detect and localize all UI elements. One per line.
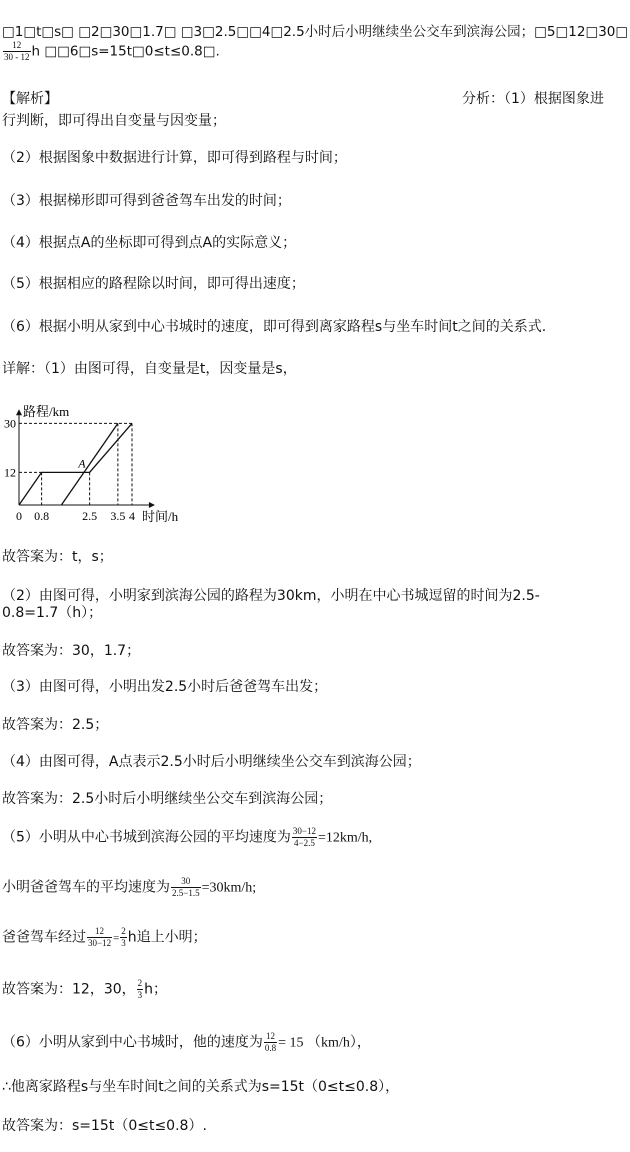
detail-1: 详解：（1）由图可得，自变量是t，因变量是s， [2,361,297,377]
detail-5b: 小明爸爸驾车的平均速度为 $\frac{30}{2.5-1.5}$ =30km/h; [2,876,257,898]
analysis-item-6: （6）根据小明从家到中心书城时的速度，即可得到离家路程s与坐车时间t之间的关系式. [2,319,547,335]
fraction: $\frac{30}{2.5-1.5}$ [172,876,200,898]
answer-line-1: □1□t□s□ □2□30□1.7□ □3□2.5□□4□2.5小时后小明继续坐公交车到滨海公园；□5□12□30□ [2,24,629,40]
y-axis-arrow [16,409,22,415]
jiexi-heading: 【解析】 [2,91,58,107]
y-tick-label: 12 [4,465,16,480]
analysis-item-4: （4）根据点A的坐标即可得到点A的实际意义； [2,235,297,251]
answer-6: 故答案为：s=15t（0≤t≤0.8）. [2,1118,207,1134]
detail-5c: 爸爸驾车经过 $\frac{12}{30-12}$ = $\frac{2}{3}$ h追上小明； [2,926,207,948]
answer-2: 故答案为：30，1.7； [2,643,141,659]
x-tick-label: 3.5 [110,509,126,523]
detail-2b: 0.8=1.7（h）； [2,605,103,621]
detail-4: （4）由图可得，A点表示2.5小时后小明继续坐公交车到滨海公园； [2,754,421,770]
series-line-1 [19,423,132,505]
answer-line-2: $\frac{12}{30 - 12}$ h □□6□s=15t□0≤t≤0.8□. [4,40,220,62]
analysis-item-1: 分析：（1）根据图象进 [462,91,604,107]
answer-4: 故答案为：2.5小时后小明继续坐公交车到滨海公园； [2,791,333,807]
answer-fraction: $\frac{12}{30 - 12}$ [4,40,30,62]
distance-time-chart [0,393,200,528]
answer-1: 故答案为：t，s； [2,549,113,565]
detail-6b: ∴他离家路程s与坐车时间t之间的关系式为s=15t（0≤t≤0.8）， [2,1079,400,1095]
analysis-item-2: （2）根据图象中数据进行计算，即可得到路程与时间； [2,150,347,166]
detail-6a: （6）小明从家到中心书城时，他的速度为 $\frac{12}{0.8}$ = 15 （km/h）， [2,1031,371,1053]
detail-3: （3）由图可得，小明出发2.5小时后爸爸驾车出发； [2,679,328,695]
fraction: $\frac{2}{3}$ [137,978,143,1000]
fraction: $\frac{2}{3}$ [121,926,126,948]
detail-5a: （5）小明从中心书城到滨海公园的平均速度为 $\frac{30-12}{4-2.5}$ =12km/h, [2,826,373,848]
answer-5: 故答案为：12，30， $\frac{2}{3}$ h； [2,978,168,1000]
fraction: $\frac{12}{0.8}$ [264,1031,277,1053]
x-tick-label: 0.8 [34,509,50,523]
y-axis-label: 路程/km [23,404,70,420]
fraction: $\frac{30-12}{4-2.5}$ [292,826,316,848]
fraction: $\frac{12}{30-12}$ [88,926,112,948]
x-tick-label: 4 [129,509,135,523]
x-tick-label: 0 [16,509,22,523]
x-axis-arrow [149,502,155,508]
x-tick-label: 2.5 [82,509,98,523]
y-tick-label: 30 [4,416,16,431]
analysis-item-1-cont: 行判断，即可得出自变量与因变量； [2,113,226,129]
x-axis-label: 时间/h [142,509,179,524]
analysis-item-5: （5）根据相应的路程除以时间，即可得出速度； [2,276,305,292]
answer-3: 故答案为：2.5； [2,717,109,733]
analysis-item-3: （3）根据梯形即可得到爸爸驾车出发的时间； [2,193,291,209]
point-a-label: A [78,456,86,471]
detail-2a: （2）由图可得，小明家到滨海公园的路程为30km，小明在中心书城逗留的时间为2.5- [2,588,540,604]
